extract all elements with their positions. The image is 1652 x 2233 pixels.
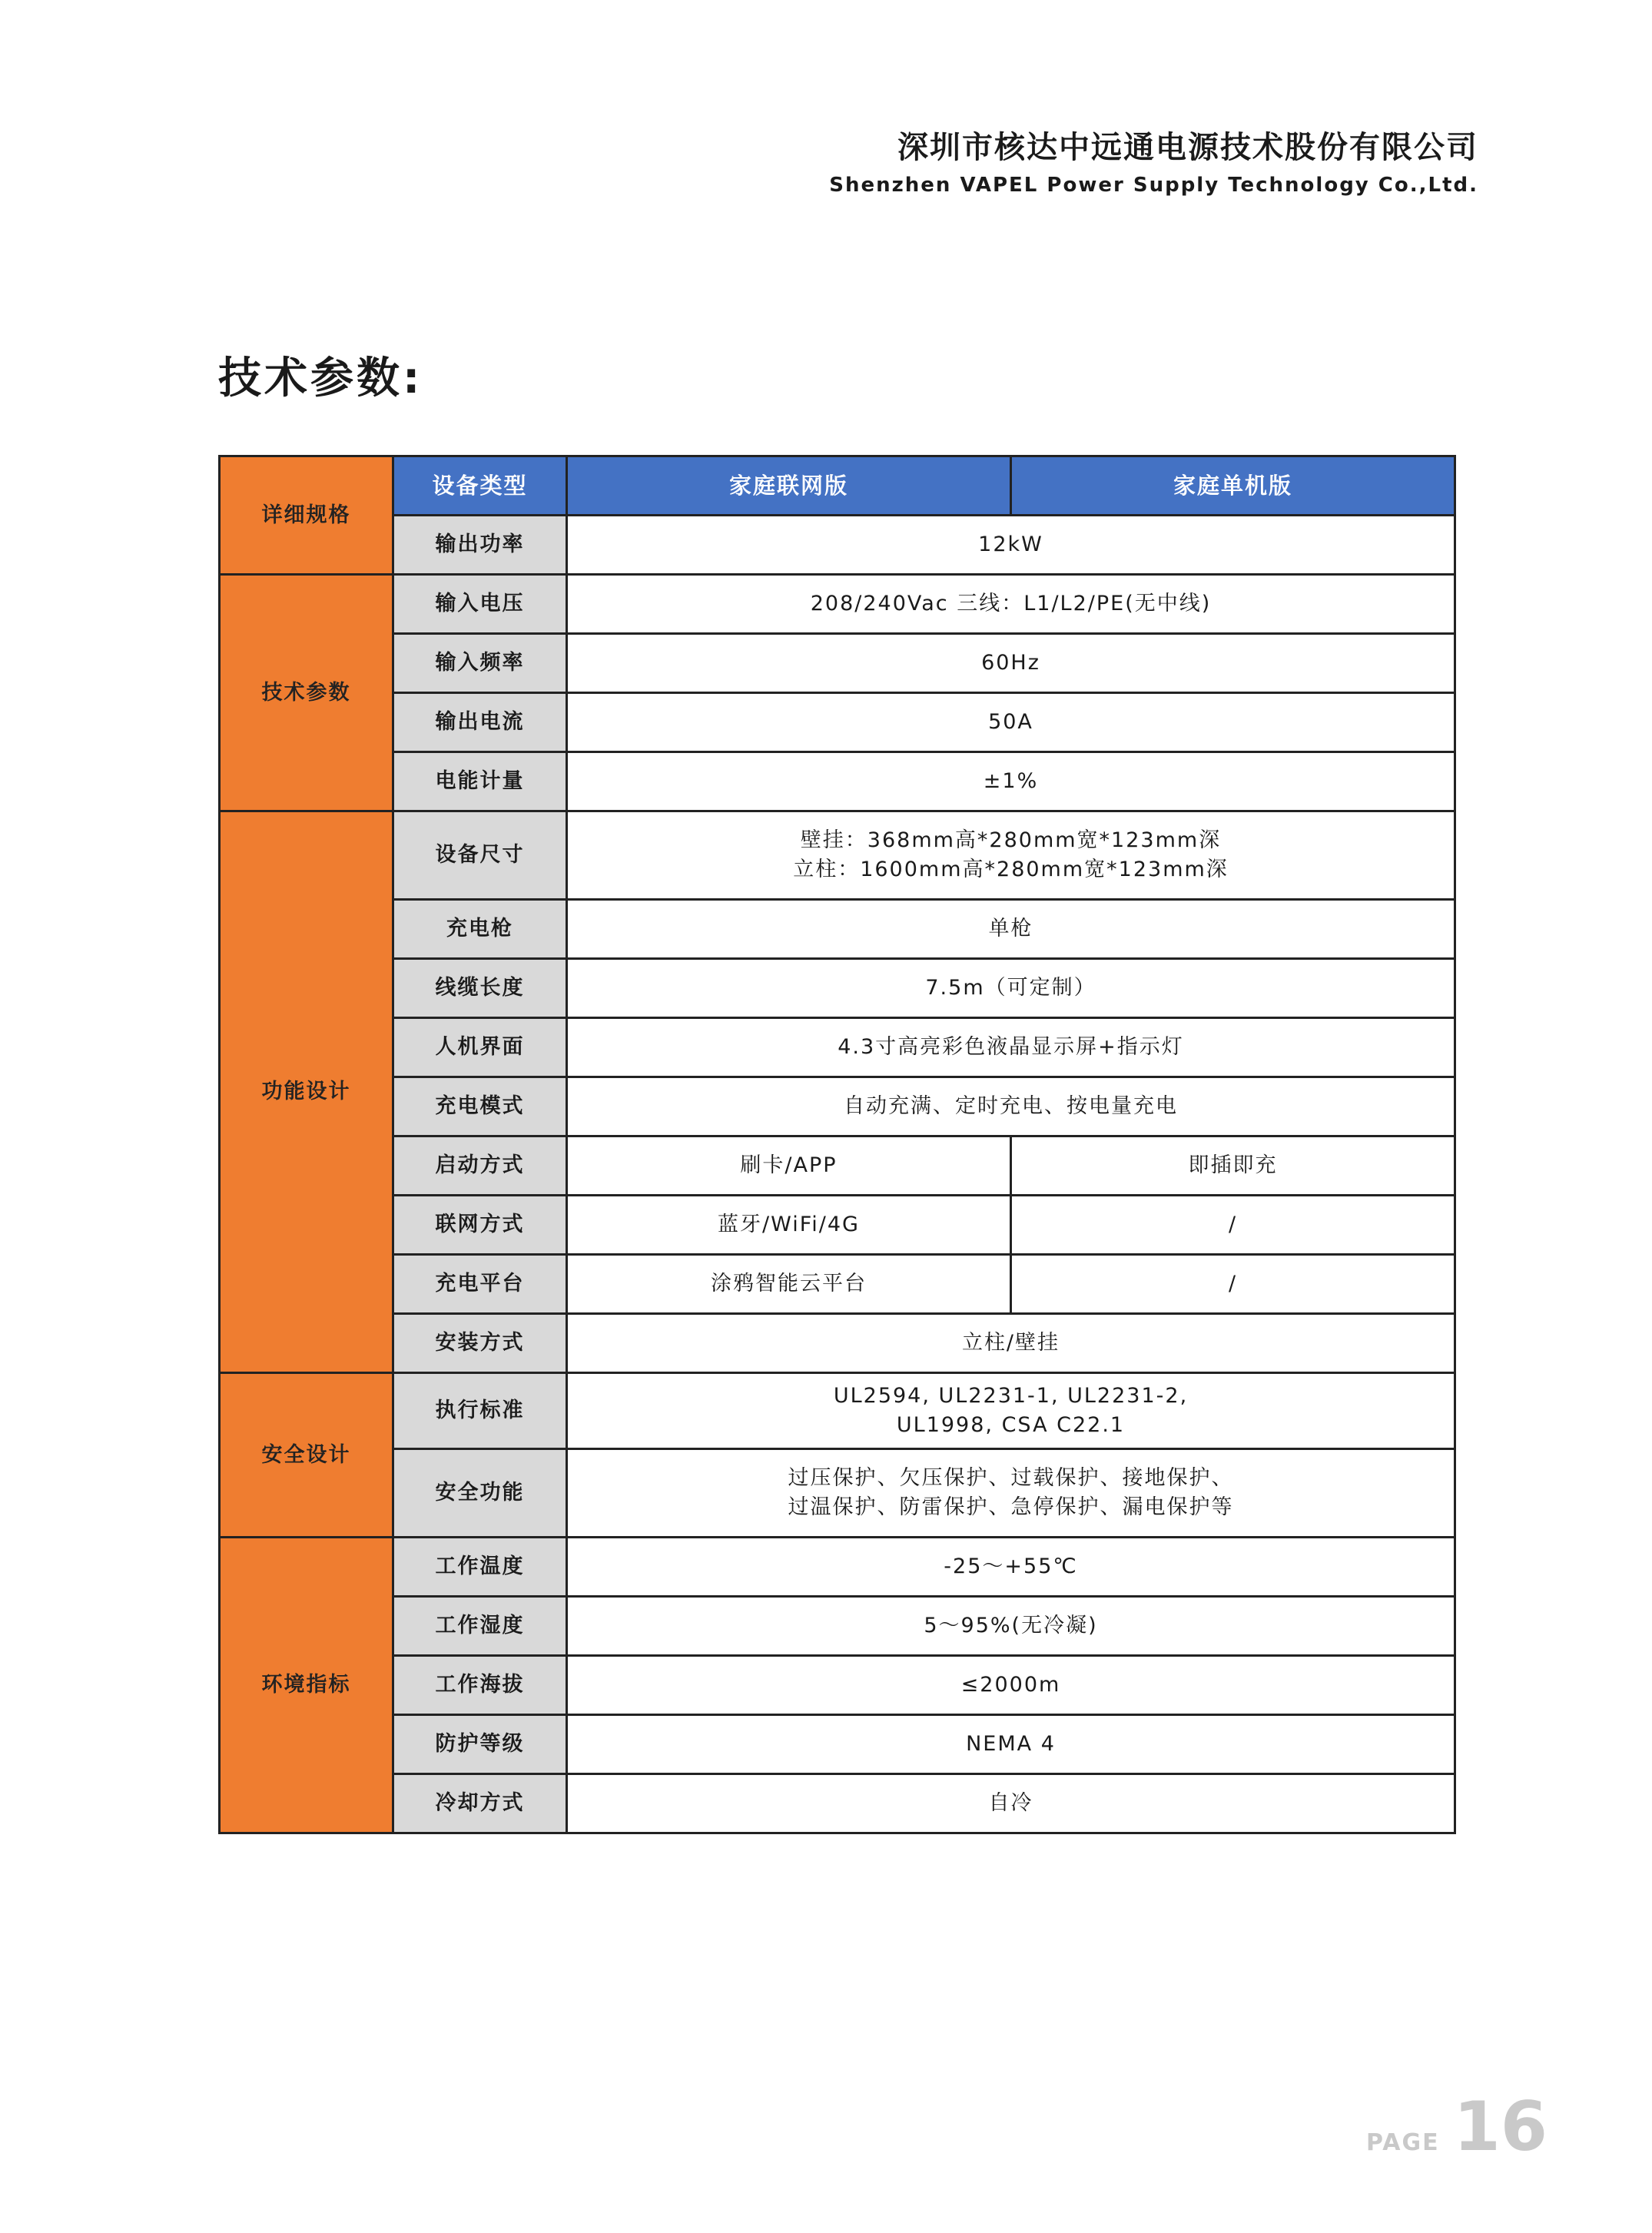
header-device-type: 设备类型	[393, 456, 567, 516]
header-standalone-version: 家庭单机版	[1011, 456, 1455, 516]
param-install-method: 安装方式	[393, 1314, 567, 1373]
value-start-method-standalone: 即插即充	[1011, 1136, 1455, 1196]
value-standards	[567, 1373, 1455, 1449]
value-safety-functions	[567, 1449, 1455, 1538]
param-input-frequency: 输入频率	[393, 634, 567, 693]
page-number	[1366, 2087, 1548, 2166]
param-safety-functions: 安全功能	[393, 1449, 567, 1538]
value-device-size	[567, 811, 1455, 900]
table-row	[220, 1449, 1455, 1538]
table-row	[220, 811, 1455, 900]
table-row	[220, 1255, 1455, 1314]
table-row	[220, 1656, 1455, 1715]
value-operating-humidity: 5～95%(无冷凝)	[567, 1597, 1455, 1656]
table-row	[220, 516, 1455, 575]
category-tech: 技术参数	[220, 575, 393, 811]
value-cooling-method: 自冷	[567, 1774, 1455, 1833]
table-row	[220, 959, 1455, 1018]
value-energy-meter: ±1%	[567, 752, 1455, 811]
param-operating-altitude: 工作海拔	[393, 1656, 567, 1715]
value-charging-platform-standalone: /	[1011, 1255, 1455, 1314]
company-name-en: Shenzhen VAPEL Power Supply Technology Co.,Ltd.	[829, 174, 1478, 197]
value-start-method-networked: 刷卡/APP	[567, 1136, 1011, 1196]
value-charging-mode: 自动充满、定时充电、按电量充电	[567, 1077, 1455, 1136]
value-safety-functions-line-1: 过压保护、欠压保护、过载保护、接地保护、	[788, 1466, 1234, 1490]
section-title: 技术参数:	[218, 353, 423, 403]
value-input-voltage: 208/240Vac 三线：L1/L2/PE(无中线)	[567, 575, 1455, 634]
table-row	[220, 752, 1455, 811]
table-row	[220, 634, 1455, 693]
page-number-value: 16	[1453, 2087, 1548, 2166]
param-device-size: 设备尺寸	[393, 811, 567, 900]
param-start-method: 启动方式	[393, 1136, 567, 1196]
value-device-size-pole: 立柱：1600mm高*280mm宽*123mm深	[793, 858, 1229, 881]
table-row	[220, 1373, 1455, 1449]
param-hmi: 人机界面	[393, 1018, 567, 1077]
param-cooling-method: 冷却方式	[393, 1774, 567, 1833]
param-protection-rating: 防护等级	[393, 1715, 567, 1774]
value-operating-altitude: ≤2000m	[567, 1656, 1455, 1715]
param-charging-gun: 充电枪	[393, 900, 567, 959]
spec-table	[218, 455, 1456, 1834]
table-row	[220, 1077, 1455, 1136]
page-label: PAGE	[1366, 2129, 1440, 2156]
header-networked-version: 家庭联网版	[567, 456, 1011, 516]
param-cable-length: 线缆长度	[393, 959, 567, 1018]
param-operating-temperature: 工作温度	[393, 1538, 567, 1597]
param-standards: 执行标准	[393, 1373, 567, 1449]
company-name-cn: 深圳市核达中远通电源技术股份有限公司	[897, 130, 1478, 165]
param-charging-platform: 充电平台	[393, 1255, 567, 1314]
value-safety-functions-line-2: 过温保护、防雷保护、急停保护、漏电保护等	[788, 1495, 1234, 1519]
category-detail: 详细规格	[220, 456, 393, 575]
category-function: 功能设计	[220, 811, 393, 1373]
table-row	[220, 575, 1455, 634]
value-protection-rating: NEMA 4	[567, 1715, 1455, 1774]
table-row	[220, 1136, 1455, 1196]
param-output-current: 输出电流	[393, 693, 567, 752]
value-output-power: 12kW	[567, 516, 1455, 575]
param-energy-meter: 电能计量	[393, 752, 567, 811]
table-row	[220, 1715, 1455, 1774]
table-row	[220, 1538, 1455, 1597]
table-row	[220, 900, 1455, 959]
table-row	[220, 1774, 1455, 1833]
value-operating-temperature: -25～+55℃	[567, 1538, 1455, 1597]
value-input-frequency: 60Hz	[567, 634, 1455, 693]
value-device-size-wall: 壁挂：368mm高*280mm宽*123mm深	[800, 828, 1222, 852]
param-operating-humidity: 工作湿度	[393, 1597, 567, 1656]
table-row-header	[220, 456, 1455, 516]
table-row	[220, 1196, 1455, 1255]
value-network-method-networked: 蓝牙/WiFi/4G	[567, 1196, 1011, 1255]
param-charging-mode: 充电模式	[393, 1077, 567, 1136]
table-row	[220, 1018, 1455, 1077]
param-input-voltage: 输入电压	[393, 575, 567, 634]
value-charging-gun: 单枪	[567, 900, 1455, 959]
table-row	[220, 1597, 1455, 1656]
value-standards-line-1: UL2594, UL2231-1, UL2231-2,	[833, 1384, 1189, 1408]
value-hmi: 4.3寸高亮彩色液晶显示屏+指示灯	[567, 1018, 1455, 1077]
value-network-method-standalone: /	[1011, 1196, 1455, 1255]
value-cable-length: 7.5m（可定制）	[567, 959, 1455, 1018]
param-network-method: 联网方式	[393, 1196, 567, 1255]
table-row	[220, 693, 1455, 752]
param-output-power: 输出功率	[393, 516, 567, 575]
value-output-current: 50A	[567, 693, 1455, 752]
category-safety: 安全设计	[220, 1373, 393, 1538]
value-standards-line-2: UL1998, CSA C22.1	[896, 1413, 1126, 1437]
category-environment: 环境指标	[220, 1538, 393, 1833]
value-install-method: 立柱/壁挂	[567, 1314, 1455, 1373]
value-charging-platform-networked: 涂鸦智能云平台	[567, 1255, 1011, 1314]
table-row	[220, 1314, 1455, 1373]
